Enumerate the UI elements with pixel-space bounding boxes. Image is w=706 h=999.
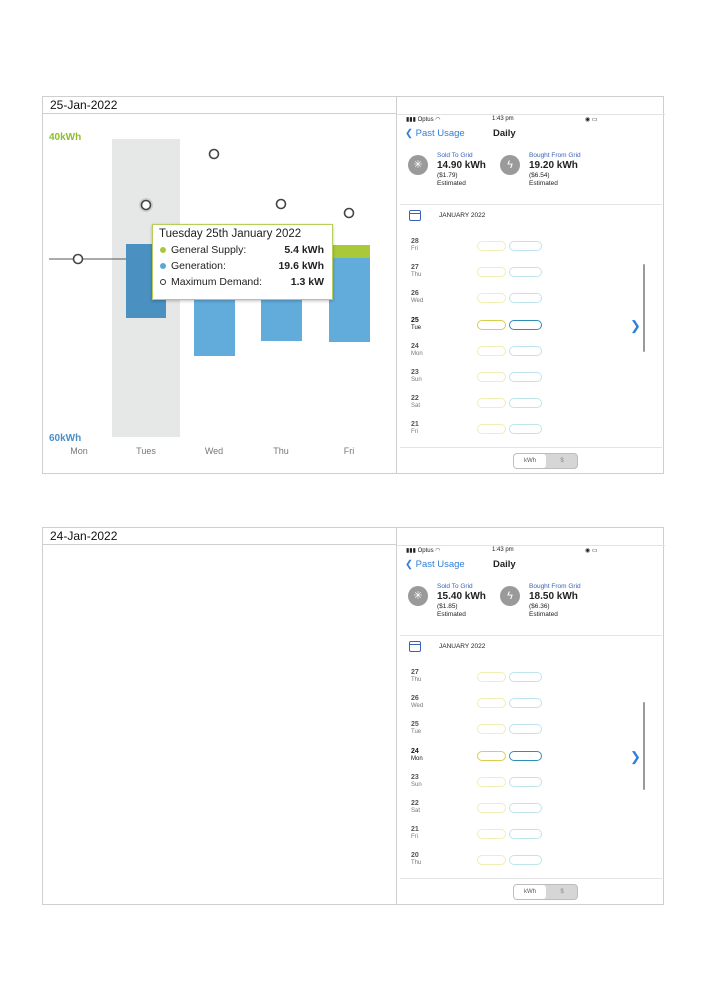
section-24-jan xyxy=(42,527,664,905)
unit-toggle[interactable] xyxy=(513,453,578,469)
phone-screenshot xyxy=(400,546,662,904)
card-note: Estimated xyxy=(437,611,466,618)
day-name: Thu xyxy=(411,860,422,866)
scrollbar[interactable] xyxy=(643,702,645,790)
nav-title: Daily xyxy=(493,128,516,139)
calendar-icon xyxy=(409,641,421,652)
carrier-name: Optus xyxy=(417,117,434,123)
demand-point-mon xyxy=(74,255,83,264)
day-num: 24 xyxy=(411,343,419,350)
day-num: 23 xyxy=(411,369,419,376)
day-row[interactable] xyxy=(411,343,611,359)
day-row[interactable] xyxy=(411,721,611,737)
chevron-left-icon: ❮ xyxy=(405,128,413,139)
tooltip-row-demand xyxy=(159,274,326,290)
back-label: Past Usage xyxy=(415,559,465,570)
bought-pill xyxy=(509,724,542,734)
day-name: Thu xyxy=(411,677,422,683)
day-row[interactable] xyxy=(411,421,611,437)
scrollbar[interactable] xyxy=(643,264,645,352)
sold-pill xyxy=(477,372,506,382)
status-bar xyxy=(400,115,662,125)
tooltip-title: Tuesday 25th January 2022 xyxy=(159,228,302,240)
card-value: 14.90 kWh xyxy=(437,160,486,171)
day-name: Mon xyxy=(411,756,423,762)
month-row[interactable] xyxy=(409,641,649,653)
sold-pill xyxy=(477,803,506,813)
column-divider xyxy=(396,528,397,904)
carrier-name: Optus xyxy=(417,548,434,554)
sold-pill xyxy=(477,724,506,734)
nav-bar xyxy=(400,128,662,142)
demand-point-wed xyxy=(210,150,219,159)
tooltip-label: Generation: xyxy=(171,260,226,272)
calendar-icon xyxy=(409,210,421,221)
separator xyxy=(400,204,662,205)
card-label: Bought From Grid xyxy=(529,583,581,590)
carrier-label: ▮▮▮ Optus ◠ xyxy=(406,117,441,123)
day-num: 28 xyxy=(411,238,419,245)
sold-pill xyxy=(477,293,506,303)
day-name: Fri xyxy=(411,429,418,435)
back-button[interactable] xyxy=(405,128,465,139)
day-label-fri[interactable]: Fri xyxy=(343,446,355,456)
bought-pill xyxy=(509,293,542,303)
sold-pill xyxy=(477,777,506,787)
usage-chart xyxy=(43,115,396,473)
day-label-wed[interactable]: Wed xyxy=(204,446,224,456)
lightning-icon: ϟ xyxy=(500,155,520,175)
chevron-right-icon[interactable]: ❯ xyxy=(630,749,641,764)
day-name: Mon xyxy=(411,351,423,357)
day-row[interactable] xyxy=(411,395,611,411)
tooltip-value: 5.4 kWh xyxy=(284,244,324,256)
bought-pill xyxy=(509,372,542,382)
column-divider xyxy=(396,97,397,473)
toggle-dollar[interactable]: $ xyxy=(560,458,564,464)
day-num: 27 xyxy=(411,669,419,676)
day-num: 21 xyxy=(411,826,419,833)
card-amount: ($1.85) xyxy=(437,603,458,610)
bought-pill xyxy=(509,241,542,251)
bought-pill xyxy=(509,320,542,330)
sold-pill xyxy=(477,320,506,330)
sold-pill xyxy=(477,672,506,682)
bought-pill xyxy=(509,672,542,682)
sold-pill xyxy=(477,241,506,251)
day-num: 22 xyxy=(411,395,419,402)
bought-pill xyxy=(509,398,542,408)
sold-pill xyxy=(477,698,506,708)
demand-point-fri xyxy=(345,209,354,218)
day-row[interactable] xyxy=(411,800,611,816)
day-num: 27 xyxy=(411,264,419,271)
bought-pill xyxy=(509,855,542,865)
bought-pill xyxy=(509,424,542,434)
day-num: 25 xyxy=(411,721,419,728)
bought-pill xyxy=(509,346,542,356)
chevron-left-icon: ❮ xyxy=(405,559,413,570)
day-row[interactable] xyxy=(411,852,611,868)
status-time: 1:43 pm xyxy=(492,116,514,122)
battery-icon: ◉ ▭ xyxy=(585,548,598,554)
section-date-header: 24-Jan-2022 xyxy=(43,528,396,545)
day-row-selected[interactable] xyxy=(411,748,611,764)
toggle-kwh[interactable]: kWh xyxy=(514,454,546,468)
lightning-icon: ϟ xyxy=(500,586,520,606)
day-num: 23 xyxy=(411,774,419,781)
section-25-jan xyxy=(42,96,664,474)
separator xyxy=(400,635,662,636)
day-row[interactable] xyxy=(411,669,611,685)
status-bar xyxy=(400,546,662,556)
sold-to-grid-card[interactable] xyxy=(408,152,508,200)
bought-pill xyxy=(509,803,542,813)
sun-icon: ✳ xyxy=(408,586,428,606)
section-date-header: 25-Jan-2022 xyxy=(43,97,396,114)
day-num: 20 xyxy=(411,852,419,859)
status-time: 1:43 pm xyxy=(492,547,514,553)
day-name: Sat xyxy=(411,808,421,814)
day-name: Sun xyxy=(411,377,422,383)
tooltip-label: Maximum Demand: xyxy=(171,276,263,288)
axis-top-label: 40kWh xyxy=(49,132,82,143)
day-row[interactable] xyxy=(411,290,611,306)
sold-pill xyxy=(477,398,506,408)
card-note: Estimated xyxy=(437,180,466,187)
day-label-tues[interactable]: Tues xyxy=(136,446,156,456)
day-row[interactable] xyxy=(411,774,611,790)
day-name: Fri xyxy=(411,246,418,252)
bar-generation-fri xyxy=(329,258,370,342)
sold-to-grid-card[interactable] xyxy=(408,583,508,631)
day-num: 25 xyxy=(411,317,419,324)
bought-pill xyxy=(509,698,542,708)
day-name: Thu xyxy=(411,272,422,278)
day-row[interactable] xyxy=(411,826,611,842)
day-row-selected[interactable] xyxy=(411,317,611,333)
day-name: Tue xyxy=(411,325,422,331)
day-num: 22 xyxy=(411,800,419,807)
bought-from-grid-card[interactable] xyxy=(500,583,600,631)
card-note: Estimated xyxy=(529,611,558,618)
month-label: JANUARY 2022 xyxy=(439,643,486,650)
card-label: Sold To Grid xyxy=(437,152,473,159)
demand-point-thu xyxy=(277,200,286,209)
tooltip-value: 1.3 kW xyxy=(290,276,324,288)
bought-pill xyxy=(509,829,542,839)
toggle-dollar[interactable]: $ xyxy=(560,889,564,895)
day-num: 24 xyxy=(411,748,419,755)
tooltip-value: 19.6 kWh xyxy=(278,260,324,272)
day-row[interactable] xyxy=(411,695,611,711)
day-name: Wed xyxy=(411,298,424,304)
chart-tooltip xyxy=(152,224,333,300)
card-amount: ($1.79) xyxy=(437,172,458,179)
demand-point-tues xyxy=(142,201,151,210)
day-name: Wed xyxy=(411,703,424,709)
back-label: Past Usage xyxy=(415,128,465,139)
card-note: Estimated xyxy=(529,180,558,187)
tooltip-row-generation xyxy=(159,258,326,274)
day-row[interactable] xyxy=(411,238,611,254)
supply-dot-icon xyxy=(160,247,166,253)
day-name: Sun xyxy=(411,782,422,788)
phone-screenshot xyxy=(400,115,662,473)
separator xyxy=(400,447,662,448)
nav-bar xyxy=(400,559,662,573)
tooltip-row-supply xyxy=(159,242,326,258)
day-label-mon[interactable]: Mon xyxy=(70,446,88,456)
bought-from-grid-card[interactable] xyxy=(500,152,600,200)
bought-pill xyxy=(509,751,542,761)
day-name: Fri xyxy=(411,834,418,840)
sold-pill xyxy=(477,346,506,356)
day-num: 26 xyxy=(411,695,419,702)
sold-pill xyxy=(477,751,506,761)
sold-pill xyxy=(477,829,506,839)
sold-pill xyxy=(477,855,506,865)
card-label: Bought From Grid xyxy=(529,152,581,159)
card-value: 18.50 kWh xyxy=(529,591,578,602)
sun-icon: ✳ xyxy=(408,155,428,175)
day-name: Tue xyxy=(411,729,422,735)
nav-title: Daily xyxy=(493,559,516,570)
month-label: JANUARY 2022 xyxy=(439,212,486,219)
day-row[interactable] xyxy=(411,264,611,280)
separator xyxy=(400,878,662,879)
card-value: 15.40 kWh xyxy=(437,591,486,602)
bought-pill xyxy=(509,267,542,277)
tooltip-label: General Supply: xyxy=(171,244,247,256)
axis-bottom-label: 60kWh xyxy=(49,433,82,444)
month-row[interactable] xyxy=(409,210,649,222)
battery-icon: ◉ ▭ xyxy=(585,117,598,123)
card-value: 19.20 kWh xyxy=(529,160,578,171)
sold-pill xyxy=(477,424,506,434)
day-num: 21 xyxy=(411,421,419,428)
day-label-thu[interactable]: Thu xyxy=(273,446,289,456)
generation-dot-icon xyxy=(160,263,166,269)
carrier-label: ▮▮▮ Optus ◠ xyxy=(406,548,441,554)
card-amount: ($6.54) xyxy=(529,172,550,179)
back-button[interactable] xyxy=(405,559,465,570)
demand-dot-icon xyxy=(160,279,166,285)
sold-pill xyxy=(477,267,506,277)
day-num: 26 xyxy=(411,290,419,297)
day-row[interactable] xyxy=(411,369,611,385)
bought-pill xyxy=(509,777,542,787)
card-amount: ($6.36) xyxy=(529,603,550,610)
toggle-kwh[interactable]: kWh xyxy=(514,885,546,899)
chevron-right-icon[interactable]: ❯ xyxy=(630,318,641,333)
bar-supply-fri xyxy=(329,245,370,258)
unit-toggle[interactable] xyxy=(513,884,578,900)
card-label: Sold To Grid xyxy=(437,583,473,590)
day-name: Sat xyxy=(411,403,421,409)
